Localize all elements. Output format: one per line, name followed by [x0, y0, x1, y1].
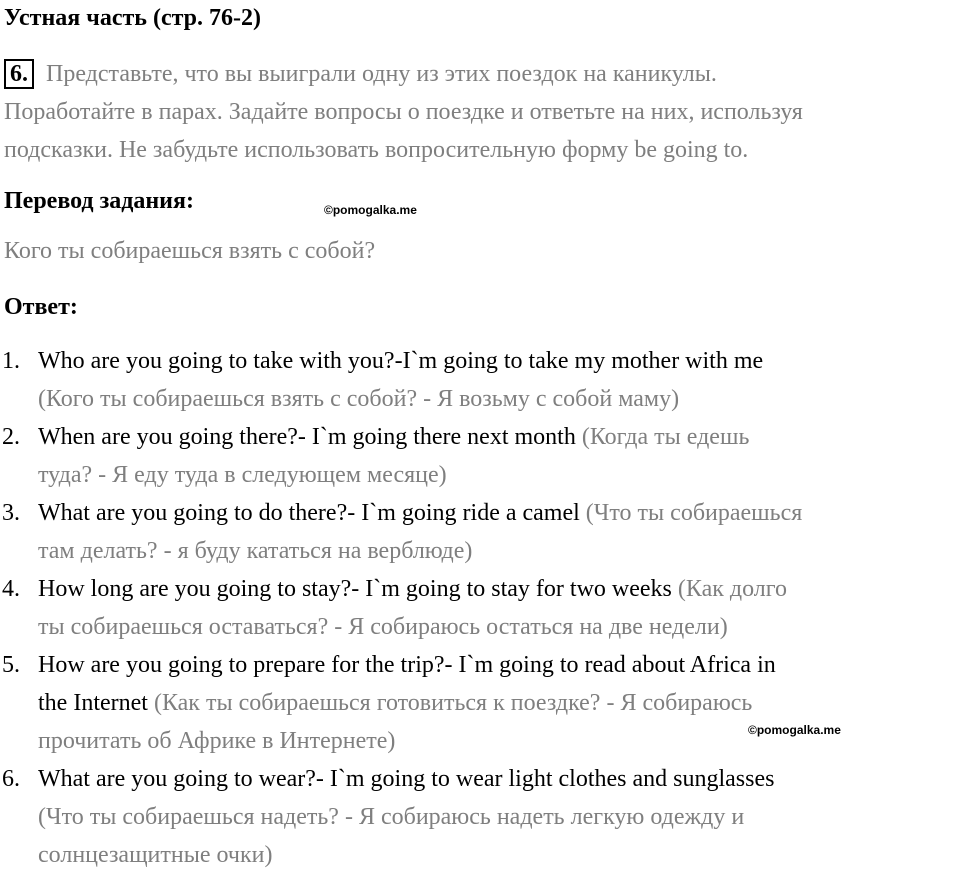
watermark-bottom: ©pomogalka.me — [748, 723, 841, 737]
answer-english: What are you going to wear?- I`m going to wear light clothes and sunglasses — [38, 766, 775, 792]
task-line-1-text: Представьте, что вы выиграли одну из этих поездок на каникулы. — [46, 61, 717, 87]
task-line-2: Поработайте в парах. Задайте вопросы о поездке и ответьте на них, используя — [4, 99, 803, 125]
answer-line — [38, 380, 960, 418]
answer-english: When are you going there?- I`m going there next month — [38, 424, 576, 450]
answer-number: 1. — [2, 348, 20, 374]
answer-english: How long are you going to stay?- I`m going to stay for two weeks — [38, 576, 672, 602]
watermark-top: ©pomogalka.me — [324, 203, 417, 217]
answer-english: the Internet — [38, 690, 148, 716]
answer-russian: (Что ты собираешься надеть? - Я собираюсь надеть легкую одежду и — [38, 804, 745, 830]
answer-number: 3. — [2, 500, 20, 526]
translation-text: Кого ты собираешься взять с собой? — [4, 238, 376, 264]
answer-item-6 — [0, 760, 960, 874]
answer-item-2 — [0, 418, 960, 494]
answer-line — [38, 798, 960, 836]
translation-heading: Перевод задания: — [4, 188, 194, 214]
answer-russian: (Что ты собираешься — [585, 500, 803, 526]
answer-item-5 — [0, 646, 960, 760]
answer-russian: (Когда ты едешь — [581, 424, 750, 450]
page-title: Устная часть (стр. 76-2) — [4, 5, 262, 31]
answer-line — [38, 646, 960, 684]
task-line-3: подсказки. Не забудьте использовать вопросительную форму be going to. — [4, 137, 749, 163]
answer-line — [38, 760, 960, 798]
task-line-1 — [4, 55, 960, 93]
answer-number: 6. — [2, 766, 20, 792]
answer-line — [38, 494, 960, 532]
answer-number: 5. — [2, 652, 20, 678]
answer-english: Who are you going to take with you?-I`m going to take my mother with me — [38, 348, 764, 374]
answer-english: How are you going to prepare for the trip?- I`m going to read about Africa in — [38, 652, 776, 678]
answer-russian: прочитать об Африке в Интернете) — [38, 728, 396, 754]
answer-heading: Ответ: — [4, 294, 78, 320]
answer-russian: там делать? - я буду кататься на верблюде) — [38, 538, 473, 564]
answer-line — [38, 684, 960, 722]
answer-english: What are you going to do there?- I`m going ride a camel — [38, 500, 580, 526]
answer-line — [38, 342, 960, 380]
answer-item-1 — [0, 342, 960, 418]
answer-item-4 — [0, 570, 960, 646]
answer-item-3 — [0, 494, 960, 570]
answer-line — [38, 418, 960, 456]
answer-russian: солнцезащитные очки) — [38, 842, 273, 868]
answer-number: 4. — [2, 576, 20, 602]
answer-russian: туда? - Я еду туда в следующем месяце) — [38, 462, 447, 488]
answer-number: 2. — [2, 424, 20, 450]
answer-line — [38, 532, 960, 570]
answer-russian: (Кого ты собираешься взять с собой? - Я возьму с собой маму) — [38, 386, 680, 412]
answer-russian: ты собираешься оставаться? - Я собираюсь остаться на две недели) — [38, 614, 728, 640]
answer-line — [38, 456, 960, 494]
answer-russian: (Как долго — [677, 576, 788, 602]
answer-list — [0, 342, 960, 874]
answer-line — [38, 836, 960, 874]
task-text — [4, 55, 960, 169]
answer-russian: (Как ты собираешься готовиться к поездке? - Я собираюсь — [153, 690, 753, 716]
answer-line — [38, 570, 960, 608]
task-number-box: 6. — [4, 59, 34, 89]
answer-line — [38, 608, 960, 646]
